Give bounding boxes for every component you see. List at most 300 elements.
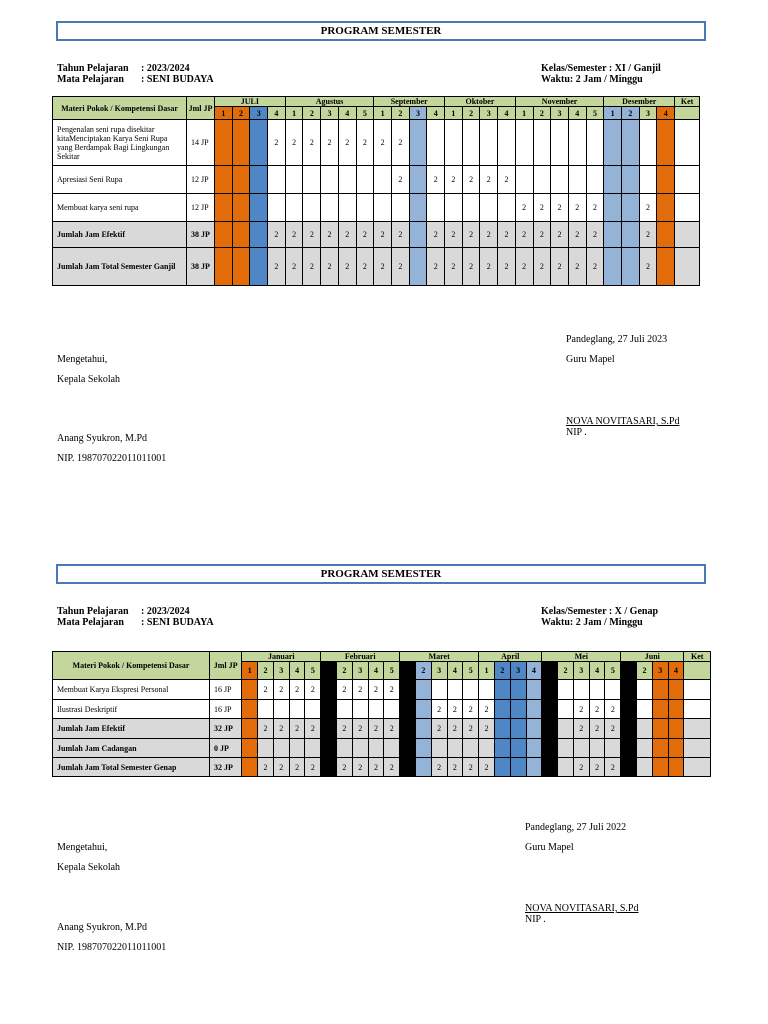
page-title: PROGRAM SEMESTER bbox=[56, 564, 706, 584]
principal-name: Anang Syukron, M.Pd bbox=[57, 922, 148, 933]
time-allocation: Waktu: 2 Jam / Minggu bbox=[541, 617, 643, 628]
jp-cell: 16 JP bbox=[209, 700, 241, 719]
week-number: 3 bbox=[352, 662, 368, 680]
ket-cell bbox=[684, 758, 711, 777]
week-cell bbox=[526, 680, 542, 700]
week-number: 4 bbox=[668, 662, 684, 680]
week-cell: 2 bbox=[639, 194, 657, 222]
week-cell: 2 bbox=[384, 680, 400, 700]
week-cell: 2 bbox=[368, 719, 384, 739]
week-number: 2 bbox=[258, 662, 274, 680]
week-cell bbox=[494, 680, 510, 700]
week-cell bbox=[621, 680, 637, 700]
materi-cell: Ilustrasi Deskriptif bbox=[53, 700, 210, 719]
week-number: 3 bbox=[639, 107, 657, 120]
week-cell bbox=[242, 719, 258, 739]
label: Tahun Pelajaran bbox=[57, 63, 129, 74]
week-cell: 2 bbox=[391, 222, 409, 248]
week-cell bbox=[463, 680, 479, 700]
week-cell: 2 bbox=[337, 719, 353, 739]
week-cell: 2 bbox=[589, 719, 605, 739]
week-cell bbox=[573, 739, 589, 758]
week-number: 3 bbox=[321, 107, 339, 120]
week-cell bbox=[273, 700, 289, 719]
week-cell: 2 bbox=[639, 248, 657, 286]
week-cell: 2 bbox=[258, 758, 274, 777]
week-cell: 2 bbox=[356, 248, 374, 286]
week-cell bbox=[558, 739, 574, 758]
week-cell: 2 bbox=[480, 166, 498, 194]
header-ket: Ket bbox=[675, 97, 700, 107]
week-number: 5 bbox=[384, 662, 400, 680]
week-cell bbox=[242, 739, 258, 758]
week-cell bbox=[447, 680, 463, 700]
week-cell: 2 bbox=[338, 248, 356, 286]
jp-cell: 0 JP bbox=[209, 739, 241, 758]
value: : 2023/2024 bbox=[141, 606, 190, 617]
week-cell: 2 bbox=[384, 719, 400, 739]
week-cell bbox=[668, 700, 684, 719]
week-cell bbox=[415, 680, 431, 700]
week-number: 4 bbox=[268, 107, 286, 120]
week-cell: 2 bbox=[321, 222, 339, 248]
total-row bbox=[53, 739, 711, 758]
week-number: 5 bbox=[463, 662, 479, 680]
jp-cell: 12 JP bbox=[187, 166, 215, 194]
month-header: Maret bbox=[400, 652, 479, 662]
week-number: 4 bbox=[447, 662, 463, 680]
week-number: 3 bbox=[652, 662, 668, 680]
week-cell: 2 bbox=[551, 194, 569, 222]
week-cell: 2 bbox=[273, 758, 289, 777]
week-cell: 2 bbox=[568, 222, 586, 248]
week-cell bbox=[558, 719, 574, 739]
materi-cell: Membuat karya seni rupa bbox=[53, 194, 187, 222]
week-cell bbox=[542, 680, 558, 700]
week-cell bbox=[526, 739, 542, 758]
week-cell: 2 bbox=[305, 719, 321, 739]
place-date: Pandeglang, 27 Juli 2023 bbox=[566, 334, 668, 345]
week-cell: 2 bbox=[427, 166, 445, 194]
week-number: 4 bbox=[568, 107, 586, 120]
week-cell: 2 bbox=[258, 719, 274, 739]
week-cell bbox=[368, 700, 384, 719]
week-cell bbox=[494, 719, 510, 739]
week-cell bbox=[494, 739, 510, 758]
week-cell: 2 bbox=[391, 120, 409, 166]
week-cell: 2 bbox=[303, 222, 321, 248]
week-cell bbox=[400, 680, 416, 700]
week-cell bbox=[668, 739, 684, 758]
week-number: 3 bbox=[431, 662, 447, 680]
week-cell bbox=[479, 739, 495, 758]
week-cell: 2 bbox=[337, 680, 353, 700]
teacher-title: Guru Mapel bbox=[566, 354, 615, 365]
week-number: 4 bbox=[289, 662, 305, 680]
week-cell bbox=[605, 739, 621, 758]
week-cell: 2 bbox=[498, 166, 516, 194]
week-cell: 2 bbox=[586, 194, 604, 222]
week-cell bbox=[431, 739, 447, 758]
week-cell: 2 bbox=[352, 719, 368, 739]
materi-cell: Jumlah Jam Total Semester Genap bbox=[53, 758, 210, 777]
teacher-nip: NIP . bbox=[566, 427, 587, 438]
week-cell bbox=[637, 758, 653, 777]
week-number: 1 bbox=[479, 662, 495, 680]
materi-cell: Apresiasi Seni Rupa bbox=[53, 166, 187, 194]
week-cell bbox=[621, 739, 637, 758]
week-cell bbox=[447, 739, 463, 758]
week-cell bbox=[321, 719, 337, 739]
week-cell bbox=[289, 739, 305, 758]
week-number: 2 bbox=[462, 107, 480, 120]
week-cell bbox=[637, 680, 653, 700]
ket-cell bbox=[684, 719, 711, 739]
week-number: 2 bbox=[494, 662, 510, 680]
week-cell bbox=[415, 739, 431, 758]
week-cell: 2 bbox=[498, 222, 516, 248]
week-number: 2 bbox=[232, 107, 250, 120]
week-cell bbox=[589, 680, 605, 700]
week-number: 2 bbox=[337, 662, 353, 680]
week-number: 3 bbox=[480, 107, 498, 120]
week-cell: 2 bbox=[480, 222, 498, 248]
week-cell bbox=[352, 739, 368, 758]
week-cell: 2 bbox=[462, 222, 480, 248]
header-materi: Materi Pokok / Kompetensi Dasar bbox=[53, 97, 187, 120]
week-number: 1 bbox=[374, 107, 392, 120]
month-header: Juni bbox=[621, 652, 684, 662]
week-cell bbox=[273, 739, 289, 758]
week-cell bbox=[637, 700, 653, 719]
materi-cell: Membuat Karya Ekspresi Personal bbox=[53, 680, 210, 700]
week-cell: 2 bbox=[533, 194, 551, 222]
week-cell: 2 bbox=[289, 680, 305, 700]
week-cell bbox=[321, 739, 337, 758]
principal-nip: NIP. 198707022011011001 bbox=[57, 453, 167, 464]
week-cell bbox=[652, 680, 668, 700]
week-cell: 2 bbox=[605, 719, 621, 739]
week-cell: 2 bbox=[285, 248, 303, 286]
week-cell: 2 bbox=[303, 120, 321, 166]
week-cell: 2 bbox=[568, 248, 586, 286]
week-cell bbox=[321, 758, 337, 777]
materi-cell: Jumlah Jam Cadangan bbox=[53, 739, 210, 758]
principal-title: Kepala Sekolah bbox=[57, 374, 121, 385]
week-number: 1 bbox=[445, 107, 463, 120]
week-number: 2 bbox=[391, 107, 409, 120]
week-cell: 2 bbox=[586, 248, 604, 286]
week-cell: 2 bbox=[338, 222, 356, 248]
week-cell bbox=[668, 680, 684, 700]
week-cell bbox=[463, 739, 479, 758]
week-number: 5 bbox=[605, 662, 621, 680]
week-number: 1 bbox=[215, 107, 233, 120]
week-number: 1 bbox=[242, 662, 258, 680]
week-cell bbox=[652, 758, 668, 777]
week-cell: 2 bbox=[258, 680, 274, 700]
week-cell bbox=[637, 739, 653, 758]
month-header: November bbox=[515, 97, 604, 107]
week-cell: 2 bbox=[479, 719, 495, 739]
week-cell: 2 bbox=[639, 222, 657, 248]
week-cell: 2 bbox=[321, 120, 339, 166]
week-cell bbox=[510, 739, 526, 758]
week-cell bbox=[573, 680, 589, 700]
class-semester: Kelas/Semester : X / Genap bbox=[541, 606, 659, 617]
month-header: Agustus bbox=[285, 97, 374, 107]
week-cell: 2 bbox=[445, 166, 463, 194]
ket-cell bbox=[684, 739, 711, 758]
week-cell: 2 bbox=[589, 700, 605, 719]
week-cell: 2 bbox=[621, 719, 637, 739]
label: Mata Pelajaran bbox=[57, 617, 124, 628]
week-cell: 2 bbox=[289, 719, 305, 739]
week-cell: 2 bbox=[391, 166, 409, 194]
week-cell bbox=[542, 700, 558, 719]
value: : SENI BUDAYA bbox=[141, 74, 214, 85]
month-header: April bbox=[479, 652, 542, 662]
week-cell bbox=[400, 739, 416, 758]
week-cell: 2 bbox=[551, 248, 569, 286]
table-row bbox=[53, 700, 711, 719]
week-cell bbox=[510, 680, 526, 700]
month-header: JULI bbox=[215, 97, 286, 107]
week-number: 1 bbox=[285, 107, 303, 120]
week-cell bbox=[637, 719, 653, 739]
week-cell bbox=[652, 739, 668, 758]
week-cell bbox=[384, 739, 400, 758]
week-cell: 2 bbox=[427, 248, 445, 286]
week-cell: 2 bbox=[463, 700, 479, 719]
header-materi: Materi Pokok / Kompetensi Dasar bbox=[53, 652, 210, 680]
week-number: 3 bbox=[551, 107, 569, 120]
week-cell bbox=[400, 719, 416, 739]
week-number: 5 bbox=[586, 107, 604, 120]
week-cell: 2 bbox=[427, 222, 445, 248]
week-cell: 2 bbox=[431, 719, 447, 739]
jp-cell: 16 JP bbox=[209, 680, 241, 700]
total-row bbox=[53, 758, 711, 777]
week-cell: 2 bbox=[273, 680, 289, 700]
week-cell: 2 bbox=[445, 248, 463, 286]
teacher-nip: NIP . bbox=[525, 914, 546, 925]
week-number: 2 bbox=[622, 107, 640, 120]
week-cell: 2 bbox=[568, 194, 586, 222]
week-cell bbox=[337, 700, 353, 719]
week-cell: 2 bbox=[337, 758, 353, 777]
week-cell bbox=[242, 758, 258, 777]
week-cell: 2 bbox=[431, 700, 447, 719]
week-number: 2 bbox=[415, 662, 431, 680]
week-cell: 2 bbox=[374, 222, 392, 248]
week-cell: 2 bbox=[289, 758, 305, 777]
materi-cell: Jumlah Jam Efektif bbox=[53, 719, 210, 739]
week-number: 1 bbox=[515, 107, 533, 120]
acknowledged-label: Mengetahui, bbox=[57, 842, 108, 853]
week-number: 4 bbox=[427, 107, 445, 120]
week-cell bbox=[400, 758, 416, 777]
month-header: September bbox=[374, 97, 445, 107]
week-cell: 2 bbox=[533, 222, 551, 248]
week-cell: 2 bbox=[384, 758, 400, 777]
week-cell: 2 bbox=[551, 222, 569, 248]
week-cell: 2 bbox=[533, 248, 551, 286]
week-cell: 2 bbox=[368, 680, 384, 700]
materi-cell: Jumlah Jam Total Semester Ganjil bbox=[53, 248, 187, 286]
week-cell bbox=[668, 758, 684, 777]
week-cell bbox=[289, 700, 305, 719]
week-cell bbox=[510, 758, 526, 777]
week-cell bbox=[526, 758, 542, 777]
place-date: Pandeglang, 27 Juli 2022 bbox=[525, 822, 627, 833]
acknowledged-label: Mengetahui, bbox=[57, 354, 108, 365]
week-number: 1 bbox=[621, 662, 637, 680]
week-cell: 2 bbox=[479, 700, 495, 719]
week-number: 4 bbox=[498, 107, 516, 120]
week-cell bbox=[305, 700, 321, 719]
week-cell bbox=[321, 680, 337, 700]
week-number: 3 bbox=[573, 662, 589, 680]
week-cell: 2 bbox=[391, 248, 409, 286]
ket-cell bbox=[684, 700, 711, 719]
week-cell: 2 bbox=[462, 248, 480, 286]
week-cell bbox=[479, 680, 495, 700]
month-header: Desember bbox=[604, 97, 675, 107]
month-header: Februari bbox=[321, 652, 400, 662]
week-cell: 2 bbox=[305, 680, 321, 700]
teacher-name: NOVA NOVITASARI, S.Pd bbox=[566, 416, 680, 427]
week-cell bbox=[526, 719, 542, 739]
week-cell bbox=[510, 700, 526, 719]
week-cell bbox=[668, 719, 684, 739]
label: Mata Pelajaran bbox=[57, 74, 124, 85]
label: Tahun Pelajaran bbox=[57, 606, 129, 617]
week-cell bbox=[415, 700, 431, 719]
week-cell bbox=[368, 739, 384, 758]
week-cell bbox=[526, 700, 542, 719]
week-number: 4 bbox=[368, 662, 384, 680]
total-row bbox=[53, 719, 711, 739]
week-number: 2 bbox=[533, 107, 551, 120]
week-cell bbox=[431, 680, 447, 700]
week-cell bbox=[384, 700, 400, 719]
week-cell: 2 bbox=[605, 700, 621, 719]
jp-cell: 32 JP bbox=[209, 719, 241, 739]
month-header: Mei bbox=[542, 652, 621, 662]
week-cell: 2 bbox=[621, 758, 637, 777]
week-cell: 2 bbox=[268, 120, 286, 166]
week-cell bbox=[558, 680, 574, 700]
week-cell: 2 bbox=[321, 248, 339, 286]
week-cell: 2 bbox=[462, 166, 480, 194]
time-allocation: Waktu: 2 Jam / Minggu bbox=[541, 74, 643, 85]
week-cell bbox=[321, 700, 337, 719]
week-cell bbox=[542, 739, 558, 758]
week-cell: 2 bbox=[479, 758, 495, 777]
week-cell: 2 bbox=[285, 120, 303, 166]
jp-cell: 32 JP bbox=[209, 758, 241, 777]
week-cell: 2 bbox=[268, 248, 286, 286]
principal-name: Anang Syukron, M.Pd bbox=[57, 433, 148, 444]
jp-cell: 38 JP bbox=[187, 222, 215, 248]
week-cell: 2 bbox=[463, 758, 479, 777]
week-cell bbox=[352, 700, 368, 719]
week-cell: 2 bbox=[480, 248, 498, 286]
week-number: 1 bbox=[400, 662, 416, 680]
week-cell bbox=[415, 758, 431, 777]
week-cell: 2 bbox=[498, 248, 516, 286]
week-cell: 2 bbox=[445, 222, 463, 248]
week-cell bbox=[605, 680, 621, 700]
week-cell: 2 bbox=[573, 758, 589, 777]
principal-nip: NIP. 198707022011011001 bbox=[57, 942, 167, 953]
week-cell bbox=[652, 700, 668, 719]
week-cell: 2 bbox=[447, 700, 463, 719]
week-cell: 2 bbox=[352, 680, 368, 700]
week-cell bbox=[542, 758, 558, 777]
header-jml-jp: Jml JP bbox=[209, 652, 241, 680]
week-cell bbox=[258, 739, 274, 758]
week-cell: 2 bbox=[374, 248, 392, 286]
month-header: Oktober bbox=[445, 97, 516, 107]
week-cell: 2 bbox=[589, 758, 605, 777]
week-cell: 2 bbox=[338, 120, 356, 166]
materi-cell: Pengenalan seni rupa disekitar kitaMenciptakan Karya Seni Rupa yang Berdampak Bagi Lingkungan Sekitar bbox=[53, 120, 187, 166]
jp-cell: 12 JP bbox=[187, 194, 215, 222]
week-cell: 2 bbox=[463, 719, 479, 739]
week-cell: 2 bbox=[447, 719, 463, 739]
week-cell: 2 bbox=[303, 248, 321, 286]
week-cell bbox=[652, 719, 668, 739]
week-cell: 2 bbox=[356, 222, 374, 248]
week-cell: 2 bbox=[374, 120, 392, 166]
week-number: 2 bbox=[303, 107, 321, 120]
materi-cell: Jumlah Jam Efektif bbox=[53, 222, 187, 248]
week-number: 5 bbox=[305, 662, 321, 680]
principal-title: Kepala Sekolah bbox=[57, 862, 121, 873]
jp-cell: 14 JP bbox=[187, 120, 215, 166]
week-cell: 2 bbox=[305, 758, 321, 777]
ket-cell bbox=[684, 680, 711, 700]
week-number: 4 bbox=[338, 107, 356, 120]
teacher-title: Guru Mapel bbox=[525, 842, 574, 853]
month-header: Januari bbox=[242, 652, 321, 662]
week-number: 5 bbox=[356, 107, 374, 120]
week-cell: 2 bbox=[268, 222, 286, 248]
teacher-name: NOVA NOVITASARI, S.Pd bbox=[525, 903, 639, 914]
week-cell: 2 bbox=[368, 758, 384, 777]
week-cell bbox=[494, 700, 510, 719]
table-row bbox=[53, 680, 711, 700]
week-cell bbox=[305, 739, 321, 758]
semester-schedule-table bbox=[52, 651, 711, 777]
week-cell: 2 bbox=[447, 758, 463, 777]
header-jml-jp: Jml JP bbox=[187, 97, 215, 120]
week-number: 2 bbox=[637, 662, 653, 680]
week-cell bbox=[558, 758, 574, 777]
week-cell: 2 bbox=[515, 222, 533, 248]
subject bbox=[57, 617, 214, 629]
week-cell: 2 bbox=[273, 719, 289, 739]
value: : SENI BUDAYA bbox=[141, 617, 214, 628]
jp-cell: 38 JP bbox=[187, 248, 215, 286]
week-cell bbox=[494, 758, 510, 777]
page-title: PROGRAM SEMESTER bbox=[56, 21, 706, 41]
week-number: 4 bbox=[657, 107, 675, 120]
week-cell: 2 bbox=[285, 222, 303, 248]
week-cell bbox=[258, 700, 274, 719]
